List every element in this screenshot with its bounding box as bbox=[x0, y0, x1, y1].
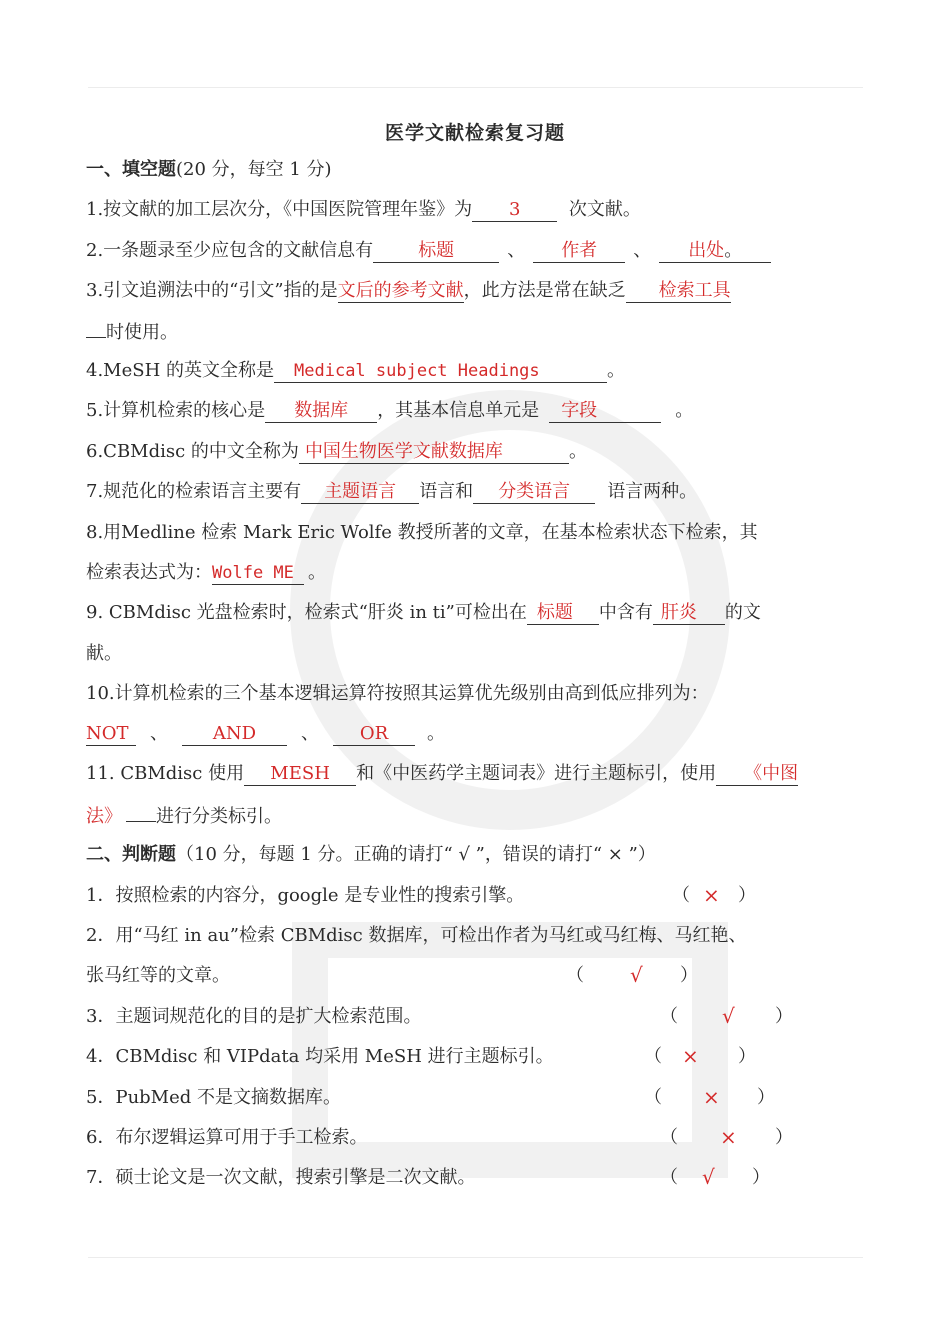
section-heading-true-false bbox=[86, 843, 656, 867]
paren-open: （ bbox=[660, 1127, 678, 1148]
paren-close: ） bbox=[752, 1167, 770, 1188]
judge-mark-2: √ bbox=[630, 963, 643, 987]
judge-question-2: 2．用“马红 in au”检索 CBMdisc 数据库，可检出作者为马红或马红梅、马红艳、 bbox=[86, 925, 747, 946]
judge-question-1: 1．按照检索的内容分，google 是专业性的搜索引擎。 bbox=[86, 885, 525, 906]
question-8-cont: 检索表达式为：Wolfe ME 。 bbox=[86, 562, 326, 583]
answer: MESH bbox=[270, 763, 330, 784]
paren-open: （ bbox=[644, 1087, 662, 1108]
answer: 作者 bbox=[561, 240, 598, 261]
top-divider bbox=[88, 87, 863, 88]
question-9: 9. CBMdisc 光盘检索时，检索式“肝炎 in ti”可检出在 标题 中含有 肝炎 的文 bbox=[86, 602, 761, 623]
judge-mark-5: × bbox=[703, 1085, 720, 1109]
answer: 分类语言 bbox=[498, 481, 571, 502]
answer: NOT bbox=[86, 723, 129, 744]
paren-close: ） bbox=[775, 1006, 793, 1027]
paren-close: ） bbox=[757, 1087, 775, 1108]
answer: 法》 bbox=[86, 806, 122, 827]
answer: 肝炎 bbox=[660, 602, 697, 623]
question-11: 11. CBMdisc 使用 MESH 和《中医药学主题词表》进行主题标引，使用 《中图 bbox=[86, 763, 799, 784]
answer: 中国生物医学文献数据库 bbox=[304, 441, 503, 462]
answer: 标题 bbox=[536, 602, 573, 623]
paren-open: （ bbox=[672, 885, 690, 906]
question-1: 1.按文献的加工层次分，《中国医院管理年鉴》为 3 次文献。 bbox=[86, 199, 641, 220]
judge-question-5: 5．PubMed 不是文摘数据库。 bbox=[86, 1087, 342, 1108]
question-2: 2.一条题录至少应包含的文献信息有 标题 、 作者 、 出处。 bbox=[86, 239, 771, 263]
judge-question-7: 7．硕士论文是一次文献，搜索引擎是二次文献。 bbox=[86, 1167, 476, 1188]
judge-mark-1: × bbox=[703, 883, 720, 907]
section-heading-fill-in bbox=[86, 158, 332, 182]
judge-question-3: 3．主题词规范化的目的是扩大检索范围。 bbox=[86, 1006, 422, 1027]
answer: OR bbox=[359, 723, 389, 744]
paren-close: ） bbox=[775, 1127, 793, 1148]
judge-mark-3: √ bbox=[722, 1004, 735, 1028]
question-11-cont: 法》 进行分类标引。 bbox=[86, 803, 282, 829]
judge-mark-4: × bbox=[682, 1044, 699, 1068]
answer: 字段 bbox=[561, 400, 598, 421]
question-9-cont: 献。 bbox=[86, 643, 122, 664]
question-7: 7.规范化的检索语言主要有 主题语言 语言和 分类语言 语言两种。 bbox=[86, 481, 698, 502]
judge-question-6: 6．布尔逻辑运算可用于手工检索。 bbox=[86, 1127, 368, 1148]
answer: 《中图 bbox=[744, 763, 799, 784]
answer: AND bbox=[212, 723, 257, 744]
section-label: 二、判断题 bbox=[86, 844, 176, 865]
answer: Wolfe ME bbox=[212, 563, 294, 583]
answer: 主题语言 bbox=[324, 481, 397, 502]
judge-question-2-cont: 张马红等的文章。 bbox=[86, 965, 230, 986]
answer: 出处 bbox=[688, 240, 725, 261]
answer: Medical subject Headings bbox=[294, 361, 540, 381]
answer: 文后的参考文献 bbox=[337, 280, 464, 301]
bottom-divider bbox=[88, 1257, 863, 1258]
answer: 3 bbox=[508, 199, 521, 220]
question-4: 4.MeSH 的英文全称是 Medical subject Headings 。 bbox=[86, 360, 626, 381]
question-5: 5.计算机检索的核心是 数据库 ，其基本信息单元是 字段 。 bbox=[86, 400, 694, 421]
question-6: 6.CBMdisc 的中文全称为 中国生物医学文献数据库 。 bbox=[86, 441, 587, 462]
answer: 检索工具 bbox=[658, 280, 731, 301]
section-note: （10 分，每题 1 分。正确的请打“ √ ”，错误的请打“ × ”） bbox=[176, 844, 656, 865]
answer: 数据库 bbox=[294, 400, 349, 421]
paren-open: （ bbox=[644, 1046, 662, 1067]
question-10-cont: NOT 、 AND 、 OR 。 bbox=[86, 723, 445, 744]
question-8: 8.用Medline 检索 Mark Eric Wolfe 教授所著的文章，在基本检索状态下检索，其 bbox=[86, 522, 758, 543]
answer: 标题 bbox=[418, 240, 455, 261]
judge-mark-6: × bbox=[720, 1125, 737, 1149]
page-title: 医学文献检索复习题 bbox=[384, 122, 565, 144]
paren-open: （ bbox=[660, 1006, 678, 1027]
paren-close: ） bbox=[680, 965, 698, 986]
question-3-cont: 时使用。 bbox=[86, 319, 178, 345]
section-note: (20 分，每空 1 分) bbox=[176, 159, 332, 180]
judge-mark-7: √ bbox=[702, 1165, 715, 1189]
paren-close: ） bbox=[738, 1046, 756, 1067]
question-10: 10.计算机检索的三个基本逻辑运算符按照其运算优先级别由高到低应排列为： bbox=[86, 683, 709, 704]
paren-close: ） bbox=[738, 885, 756, 906]
judge-question-4: 4．CBMdisc 和 VIPdata 均采用 MeSH 进行主题标引。 bbox=[86, 1046, 554, 1067]
question-3: 3.引文追溯法中的“引文”指的是文后的参考文献，此方法是常在缺乏 检索工具 bbox=[86, 280, 731, 301]
paren-open: （ bbox=[566, 965, 584, 986]
section-label: 一、填空题 bbox=[86, 159, 176, 180]
paren-open: （ bbox=[660, 1167, 678, 1188]
